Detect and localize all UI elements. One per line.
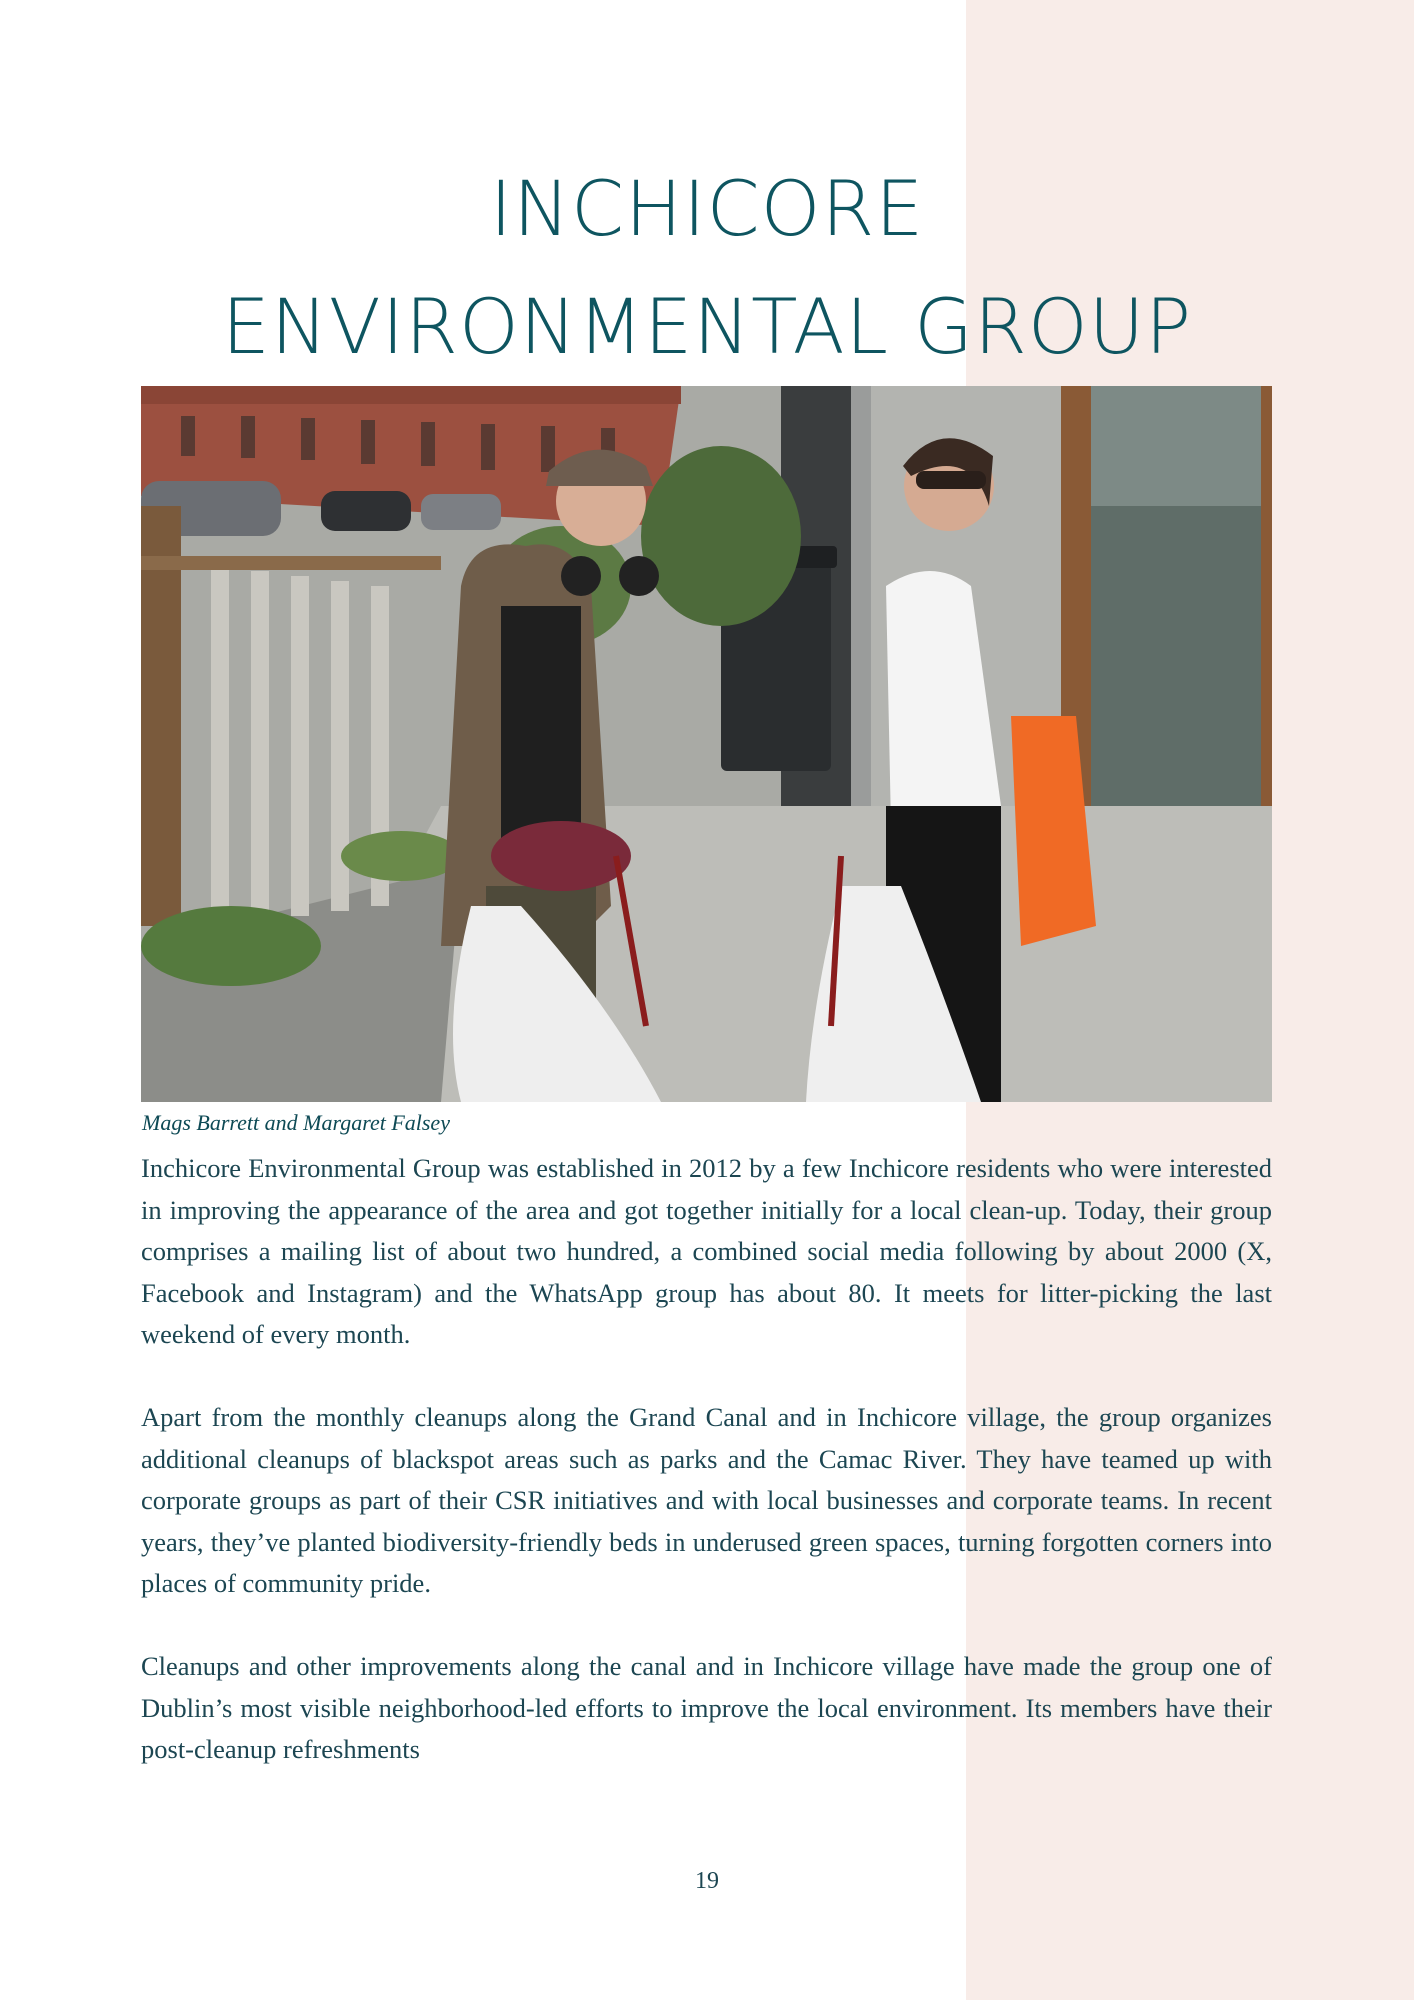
paragraph: Apart from the monthly cleanups along the Grand Canal and in Inchicore village, the group organizes additional cleanups of blackspot areas such as parks and the Camac River. They have teamed up with corporate groups as part of their CSR initiatives and with local businesses and corporate teams. In recent years, they’ve planted biodiversity-friendly beds in underused green spaces, turning forgotten corners into places of community pride. bbox=[141, 1402, 1272, 1598]
paragraph: Inchicore Environmental Group was established in 2012 by a few Inchicore residents who were interested in improving the appearance of the area and got together initially for a local clean-up. Today, their group comprises a mailing list of about two hundred, a combined social media following by about 2000 (X, Facebook and Instagram) and the WhatsApp group has about 80. It meets for litter-picking the last weekend of every month. bbox=[141, 1153, 1272, 1349]
title-line-1: INCHICORE bbox=[489, 164, 925, 253]
article-body bbox=[141, 1148, 1272, 1812]
page-title bbox=[0, 150, 1414, 386]
page-number: 19 bbox=[695, 1868, 719, 1894]
title-line-2: ENVIRONMENTAL GROUP bbox=[221, 282, 1193, 371]
photo-caption: Mags Barrett and Margaret Falsey bbox=[142, 1110, 450, 1135]
cleanup-volunteers-photo bbox=[141, 386, 1272, 1102]
paragraph: Cleanups and other improvements along the canal and in Inchicore village have made the group one of Dublin’s most visible neighborhood-led efforts to improve the local environment. Its members have their post-cleanup refreshments bbox=[141, 1651, 1272, 1764]
